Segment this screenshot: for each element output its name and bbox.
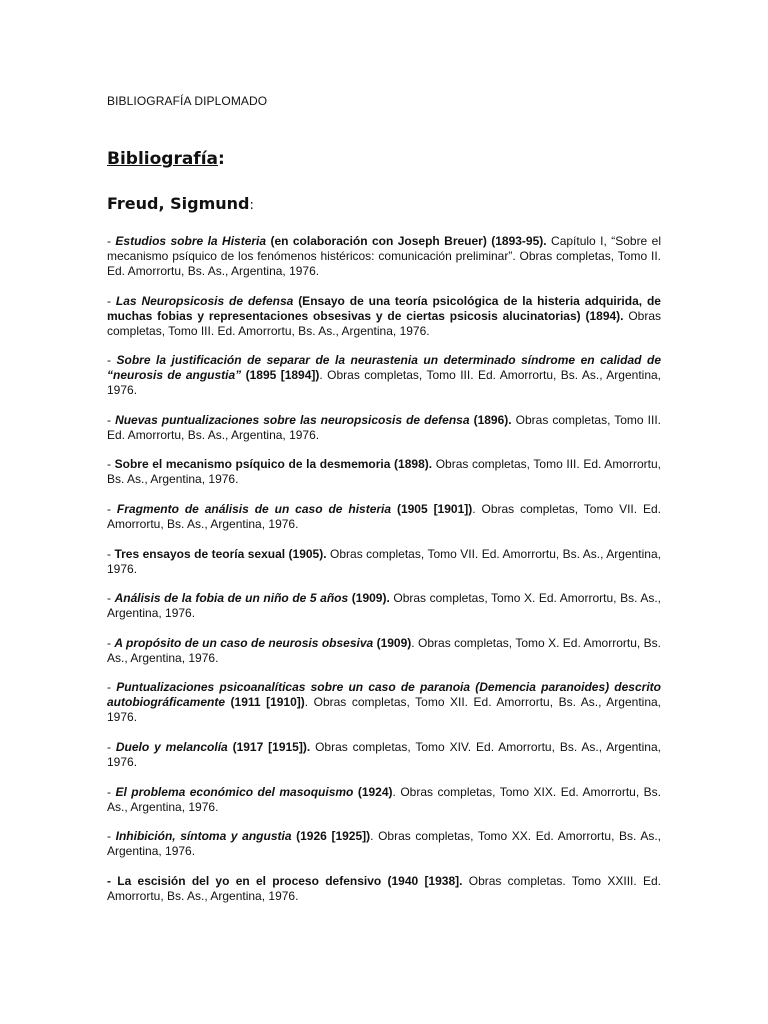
entry-dash: - xyxy=(107,412,116,427)
entry-title: Nuevas puntualizaciones sobre las neuropsicosis de defensa xyxy=(115,412,470,427)
entry-bold-text: (en colaboración con Joseph Breuer) (1893-95). xyxy=(266,234,547,248)
author-colon: : xyxy=(249,198,254,213)
entry-publication: Obras completas, Tomo III. Ed. Amorrortu, Bs. As., Argentina, 1976. xyxy=(107,308,662,338)
entry-title: Análisis de la fobia de un niño de 5 años xyxy=(114,591,349,606)
entry-bold-text: - La escisión del yo en el proceso defensivo (1940 [1938]. xyxy=(107,873,463,888)
bibliography-entry xyxy=(107,457,661,487)
entry-bold-text: (1909) xyxy=(373,635,412,650)
entry-bold-text: Sobre el mecanismo psíquico de la desmemoria (1898). xyxy=(114,457,433,472)
entry-bold-text: (Ensayo de una teoría psicológica de la histeria adquirida, de muchas fobias y representaciones obsesivas y de ciertas psicosis alucinatorias) (1894). xyxy=(107,293,661,323)
entry-bold-text: (1905 [1901]) xyxy=(391,501,473,516)
entry-bold-text: (1895 [1894]) xyxy=(241,368,320,383)
entry-dash: - xyxy=(107,293,116,308)
entry-title: Estudios sobre la Histeria xyxy=(115,234,267,248)
bibliography-entry xyxy=(107,680,661,725)
entry-dash: - xyxy=(107,680,117,695)
entry-dash: - xyxy=(107,635,115,650)
entry-title: Las Neuropsicosis de defensa xyxy=(115,293,294,308)
entry-bold-text: (1909). xyxy=(348,591,390,606)
author-name: Freud, Sigmund xyxy=(107,194,250,213)
bibliography-entry xyxy=(107,353,661,398)
entry-dash: - xyxy=(107,501,117,516)
entry-bold-text: (1896). xyxy=(469,412,512,427)
bibliography-entry xyxy=(107,829,661,859)
author-heading xyxy=(107,194,254,213)
bibliography-entry xyxy=(107,636,661,666)
bibliography-entry xyxy=(107,234,661,279)
entry-publication: . Obras completas, Tomo XIX. Ed. Amorrortu, Bs. As., Argentina, 1976. xyxy=(107,784,661,814)
entry-publication: . Obras completas, Tomo III. Ed. Amorrortu, Bs. As., Argentina, 1976. xyxy=(107,368,662,398)
bibliography-entry xyxy=(107,547,661,577)
entry-title: A propósito de un caso de neurosis obsesiva xyxy=(114,635,374,650)
bibliography-heading-text: Bibliografía xyxy=(107,149,219,169)
bibliography-entry xyxy=(107,502,661,532)
entry-publication: Capítulo I, “Sobre el mecanismo psíquico de los fenómenos histéricos: comunicación preliminar”. Obras completas, Tomo II. Ed. Amorrortu, Bs. As., Argentina, 1976. xyxy=(107,234,661,278)
bibliography-list xyxy=(107,234,661,918)
entry-dash: - xyxy=(107,353,117,368)
document-header: BIBLIOGRAFÍA DIPLOMADO xyxy=(107,94,268,108)
entry-title: Puntualizaciones psicoanalíticas sobre un caso de paranoia (Demencia paranoides) descrito autobiográficamente xyxy=(107,680,661,710)
entry-bold-text: Tres ensayos de teoría sexual (1905). xyxy=(114,546,327,561)
entry-publication: Obras completas, Tomo VII. Ed. Amorrortu, Bs. As., Argentina, 1976. xyxy=(107,546,661,576)
entry-bold-text: (1917 [1915]). xyxy=(227,739,311,754)
entry-title: Duelo y melancolía xyxy=(115,739,228,754)
entry-dash: - xyxy=(107,234,116,248)
entry-publication: . Obras completas, Tomo XX. Ed. Amorrortu, Bs. As., Argentina, 1976. xyxy=(107,829,661,859)
entry-dash: - xyxy=(107,784,116,799)
entry-dash: - xyxy=(107,457,115,472)
entry-bold-text: (1926 [1925]) xyxy=(291,829,371,844)
bibliography-entry xyxy=(107,294,661,339)
bibliography-entry xyxy=(107,591,661,621)
bibliography-entry xyxy=(107,874,661,904)
entry-publication: . Obras completas, Tomo X. Ed. Amorrortu, Bs. As., Argentina, 1976. xyxy=(107,635,661,665)
bibliography-entry xyxy=(107,413,661,443)
bibliography-heading xyxy=(107,149,225,169)
entry-dash: - xyxy=(107,739,116,754)
entry-publication: Obras completas, Tomo III. Ed. Amorrortu, Bs. As., Argentina, 1976. xyxy=(107,412,661,442)
entry-dash: - xyxy=(107,591,115,606)
entry-bold-text: (1911 [1910]) xyxy=(225,695,305,710)
entry-title: Fragmento de análisis de un caso de histeria xyxy=(116,501,392,516)
entry-publication: Obras completas, Tomo X. Ed. Amorrortu, Bs. As., Argentina, 1976. xyxy=(107,591,661,621)
entry-publication: . Obras completas, Tomo XII. Ed. Amorrortu, Bs. As., Argentina, 1976. xyxy=(107,695,661,725)
bibliography-entry xyxy=(107,785,661,815)
entry-title: El problema económico del masoquismo xyxy=(115,784,354,799)
entry-dash: - xyxy=(107,546,115,561)
bibliography-entry xyxy=(107,740,661,770)
entry-dash: - xyxy=(107,829,116,844)
bibliography-heading-colon: : xyxy=(218,149,225,169)
entry-title: Inhibición, síntoma y angustia xyxy=(115,829,292,844)
entry-bold-text: (1924) xyxy=(353,784,393,799)
entry-title: Sobre la justificación de separar de la neurastenia un determinado síndrome en calidad de “neurosis de angustia” xyxy=(107,353,661,383)
entry-publication: Obras completas. Tomo XXIII. Ed. Amorrortu, Bs. As., Argentina, 1976. xyxy=(107,873,661,903)
entry-publication: Obras completas, Tomo III. Ed. Amorrortu, Bs. As., Argentina, 1976. xyxy=(107,457,661,487)
entry-publication: Obras completas, Tomo XIV. Ed. Amorrortu, Bs. As., Argentina, 1976. xyxy=(107,739,661,769)
entry-publication: . Obras completas, Tomo VII. Ed. Amorrortu, Bs. As., Argentina, 1976. xyxy=(107,501,661,531)
